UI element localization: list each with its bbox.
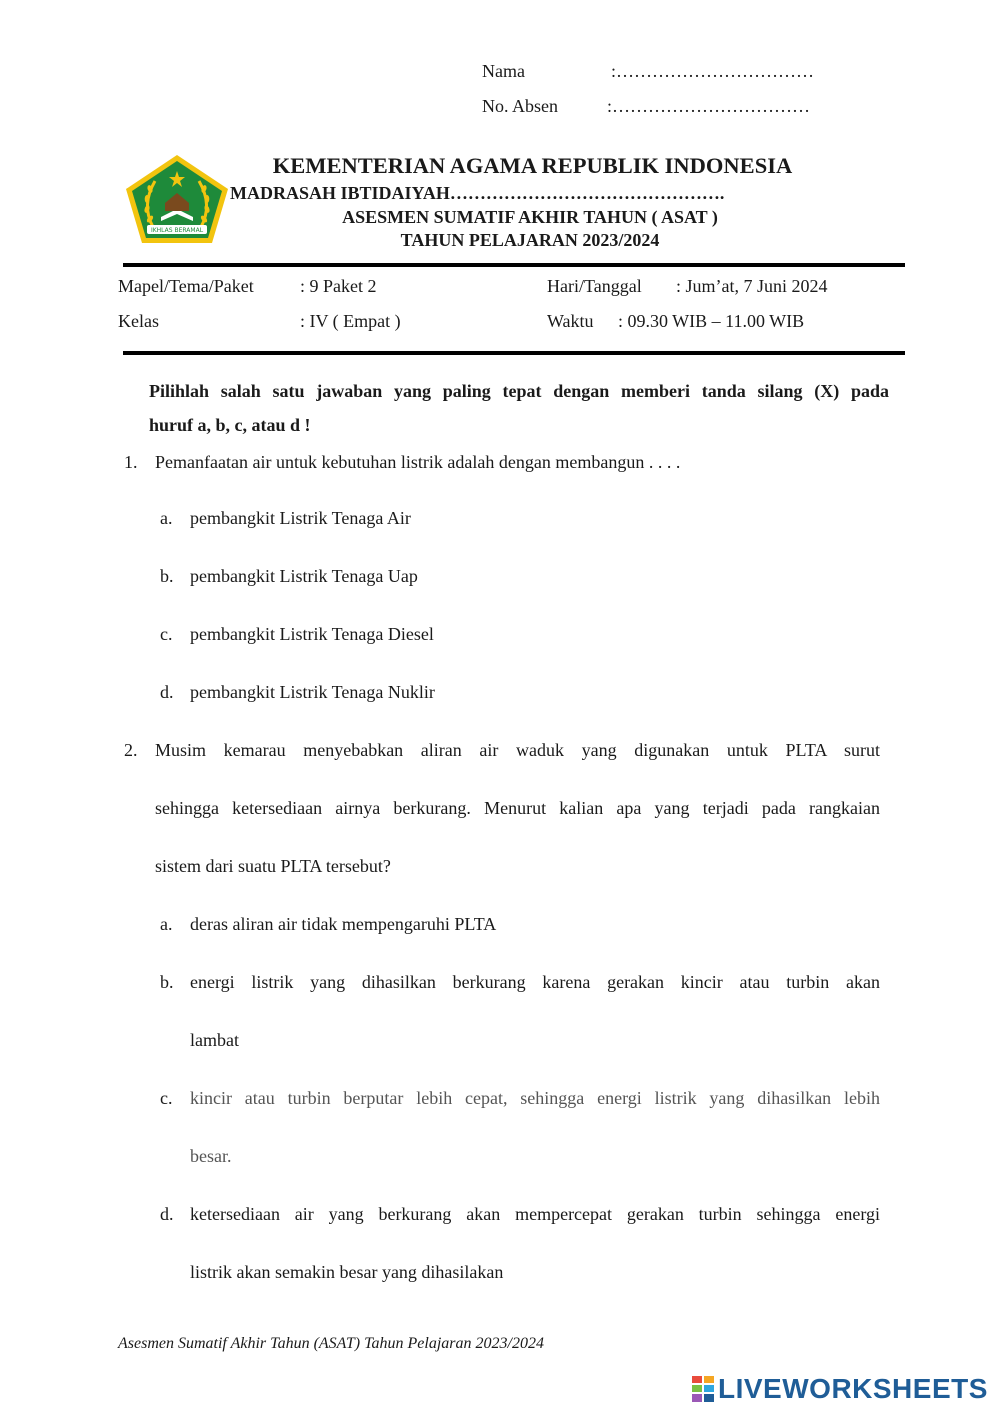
liveworksheets-wordmark: LIVEWORKSHEETS	[718, 1373, 988, 1404]
header-divider-top	[123, 263, 905, 267]
kelas-value: : IV ( Empat )	[300, 311, 401, 331]
option-text[interactable]: pembangkit Listrik Tenaga Diesel	[190, 624, 434, 644]
option-text[interactable]: deras aliran air tidak mempengaruhi PLTA	[190, 914, 497, 934]
instruction-line: huruf a, b, c, atau d !	[149, 415, 311, 435]
hari-value: : Jum’at, 7 Juni 2024	[676, 276, 828, 296]
option-text[interactable]: energi listrik yang dihasilkan berkurang karena gerakan kincir atau turbin akan	[190, 972, 880, 992]
absen-label: No. Absen	[482, 96, 558, 116]
question-text: Pemanfaatan air untuk kebutuhan listrik adalah dengan membangun . . . .	[155, 452, 681, 472]
mapel-label: Mapel/Tema/Paket	[118, 276, 254, 296]
name-label: Nama	[482, 61, 525, 81]
instruction	[149, 374, 889, 442]
option-text[interactable]: ketersediaan air yang berkurang akan mempercepat gerakan turbin sehingga energi	[190, 1204, 880, 1224]
option-text[interactable]: pembangkit Listrik Tenaga Air	[190, 508, 411, 528]
school-name: MADRASAH IBTIDAIYAH……………………………………….	[230, 183, 725, 203]
question-number: 1.	[124, 452, 138, 472]
liveworksheets-logo[interactable]	[692, 1374, 988, 1404]
hari-label: Hari/Tanggal	[547, 276, 642, 296]
waktu-value: : 09.30 WIB – 11.00 WIB	[618, 311, 805, 331]
question-number: 2.	[124, 740, 138, 760]
absen-field[interactable]: :……………………………	[607, 96, 811, 116]
option-text[interactable]: besar.	[190, 1146, 232, 1166]
page-footer: Asesmen Sumatif Akhir Tahun (ASAT) Tahun Pelajaran 2023/2024	[118, 1335, 544, 1352]
option-letter[interactable]: a.	[160, 508, 173, 528]
option-letter[interactable]: c.	[160, 1088, 173, 1108]
header-divider-bottom	[123, 351, 905, 355]
question-text: sehingga ketersediaan airnya berkurang. Menurut kalian apa yang terjadi pada rangkaian	[155, 798, 880, 818]
ministry-title: KEMENTERIAN AGAMA REPUBLIK INDONESIA	[272, 153, 793, 178]
option-text[interactable]: lambat	[190, 1030, 239, 1050]
option-letter[interactable]: d.	[160, 682, 174, 702]
option-text[interactable]: kincir atau turbin berputar lebih cepat, sehingga energi listrik yang dihasilkan lebih	[190, 1088, 880, 1108]
option-letter[interactable]: a.	[160, 914, 173, 934]
option-letter[interactable]: b.	[160, 566, 174, 586]
waktu-label: Waktu	[547, 311, 594, 331]
mapel-value: : 9 Paket 2	[300, 276, 377, 296]
kelas-label: Kelas	[118, 311, 159, 331]
academic-year: TAHUN PELAJARAN 2023/2024	[400, 230, 660, 250]
option-text[interactable]: pembangkit Listrik Tenaga Nuklir	[190, 682, 435, 702]
option-letter[interactable]: d.	[160, 1204, 174, 1224]
question-text: Musim kemarau menyebabkan aliran air waduk yang digunakan untuk PLTA surut	[155, 740, 880, 760]
option-letter[interactable]: b.	[160, 972, 174, 992]
option-letter[interactable]: c.	[160, 624, 173, 644]
option-text[interactable]: listrik akan semakin besar yang dihasilakan	[190, 1262, 504, 1282]
instruction-line: Pilihlah salah satu jawaban yang paling tepat dengan memberi tanda silang (X) pada	[149, 381, 889, 401]
name-field[interactable]: :……………………………	[611, 61, 815, 81]
logo-text: IKHLAS BERAMAL	[150, 227, 204, 234]
exam-title: ASESMEN SUMATIF AKHIR TAHUN ( ASAT )	[342, 207, 718, 227]
liveworksheets-mark-icon	[692, 1376, 714, 1402]
question-text: sistem dari suatu PLTA tersebut?	[155, 856, 391, 876]
option-text[interactable]: pembangkit Listrik Tenaga Uap	[190, 566, 418, 586]
